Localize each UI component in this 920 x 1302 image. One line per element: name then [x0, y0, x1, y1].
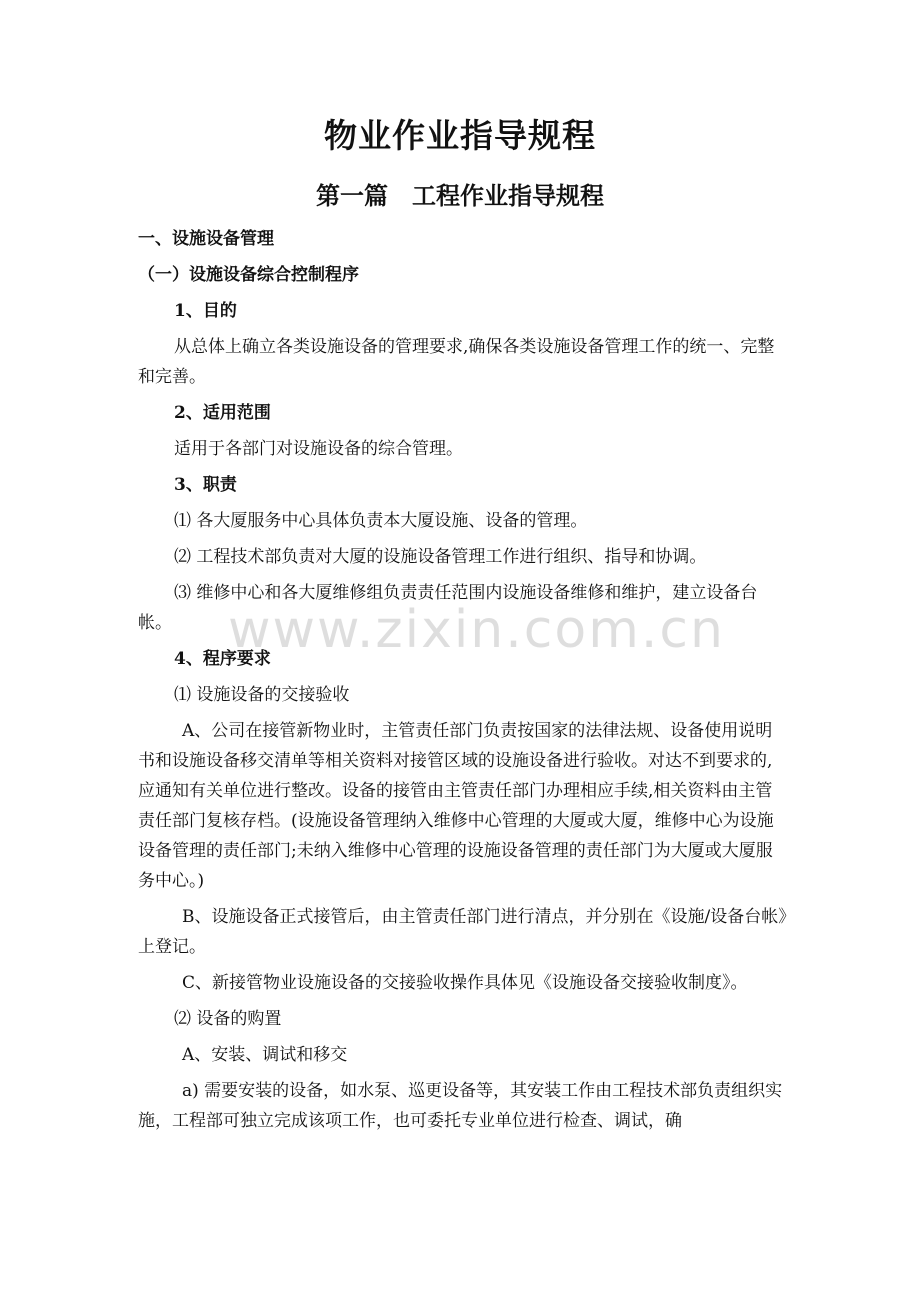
- paragraph-scope: 适用于各部门对设施设备的综合管理。: [174, 439, 463, 459]
- heading-scope: 2、适用范围: [174, 403, 271, 423]
- subsection-heading: （一）设施设备综合控制程序: [138, 265, 359, 285]
- paragraph-handover-b: B、设施设备正式接管后，由主管责任部门进行清点，并分别在《设施/设备台帐》上登记。: [138, 907, 787, 957]
- document-title: 物业作业指导规程: [324, 116, 596, 155]
- document-subtitle: 第一篇 工程作业指导规程: [316, 181, 604, 210]
- list-item-responsibility-2: ⑵ 工程技术部负责对大厦的设施设备管理工作进行组织、指导和协调。: [174, 547, 707, 567]
- heading-responsibility: 3、职责: [174, 475, 237, 495]
- list-item-handover: ⑴ 设施设备的交接验收: [174, 685, 350, 705]
- paragraph-install-heading: A、安装、调试和移交: [182, 1045, 348, 1065]
- paragraph-handover-c: C、新接管物业设施设备的交接验收操作具体见《设施设备交接验收制度》。: [182, 973, 748, 993]
- list-item-responsibility-1: ⑴ 各大厦服务中心具体负责本大厦设施、设备的管理。: [174, 511, 588, 531]
- heading-procedure: 4、程序要求: [174, 649, 271, 669]
- paragraph-purpose: 从总体上确立各类设施设备的管理要求,确保各类设施设备管理工作的统一、完整和完善。: [138, 337, 775, 387]
- list-item-responsibility-3: ⑶ 维修中心和各大厦维修组负责责任范围内设施设备维修和维护，建立设备台帐。: [138, 583, 758, 633]
- paragraph-install-a: a) 需要安装的设备，如水泵、巡更设备等，其安装工作由工程技术部负责组织实施，工程部可独立完成该项工作，也可委托专业单位进行检查、调试，确: [138, 1081, 783, 1131]
- list-item-purchase: ⑵ 设备的购置: [174, 1009, 282, 1029]
- document-body: [138, 224, 788, 1142]
- paragraph-handover-a: A、公司在接管新物业时，主管责任部门负责按国家的法律法规、设备使用说明书和设施设备移交清单等相关资料对接管区域的设施设备进行验收。对达不到要求的,应通知有关单位进行整改。设备的接管由主管责任部门办理相应手续,相关资料由主管责任部门复核存档。(设施设备管理纳入维修中心管理的大厦或大厦，维修中心为设施设备管理的责任部门;未纳入维修中心管理的设施设备管理的责任部门为大厦或大厦服务中心。): [138, 721, 774, 891]
- heading-purpose: 1、目的: [174, 301, 237, 321]
- watermark-text: www.zixin.com.cn: [228, 600, 725, 660]
- section-heading-1: 一、设施设备管理: [138, 229, 274, 249]
